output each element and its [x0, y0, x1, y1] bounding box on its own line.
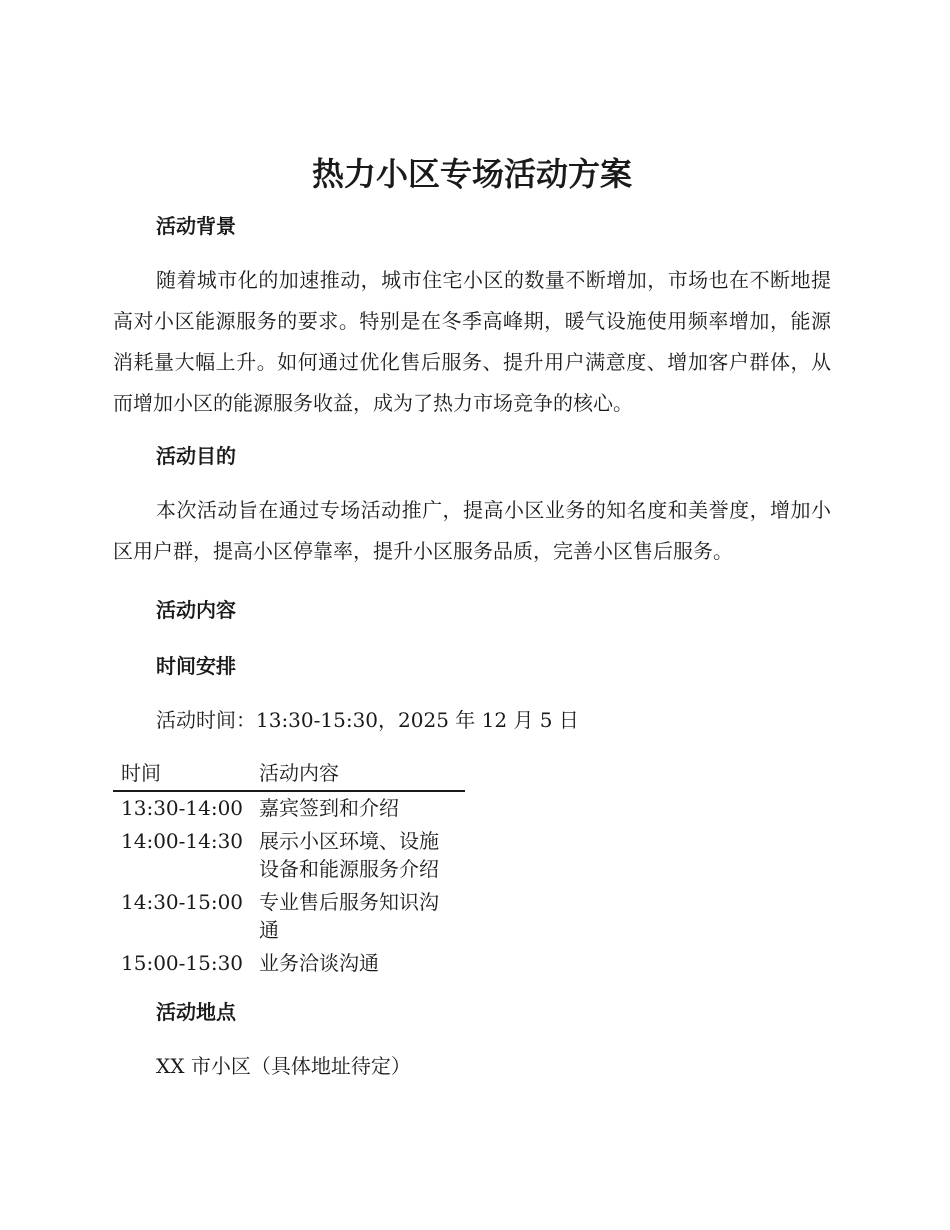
heading-background: 活动背景 — [156, 214, 236, 238]
document-title: 热力小区专场活动方案 — [311, 155, 632, 193]
schedule-cell-content: 嘉宾签到和介绍 — [259, 796, 400, 820]
schedule-header-content: 活动内容 — [251, 758, 465, 791]
schedule-cell-content: 专业售后服务知识沟通 — [259, 890, 440, 942]
paragraph-background: 随着城市化的加速推动，城市住宅小区的数量不断增加，市场也在不断地提高对小区能源服务的要求。特别是在冬季高峰期，暖气设施使用频率增加，能源消耗量大幅上升。如何通过优化售后服务、提升用户满意度、增加客户群体，从而增加小区的能源服务收益，成为了热力市场竞争的核心。 — [113, 268, 831, 415]
schedule-table — [113, 758, 465, 980]
schedule-cell-time: 15:00-15:30 — [121, 951, 244, 975]
paragraph-purpose: 本次活动旨在通过专场活动推广，提高小区业务的知名度和美誉度，增加小区用户群，提高小区停靠率，提升小区服务品质，完善小区售后服务。 — [113, 498, 831, 563]
schedule-cell-time: 14:00-14:30 — [121, 829, 244, 853]
table-row — [113, 825, 465, 886]
table-row — [113, 886, 465, 947]
schedule-cell-time: 14:30-15:00 — [121, 890, 244, 914]
schedule-cell-content: 展示小区环境、设施设备和能源服务介绍 — [259, 829, 440, 881]
location-text: XX 市小区（具体地址待定） — [156, 1054, 411, 1078]
heading-purpose: 活动目的 — [156, 444, 236, 468]
schedule-header-row — [113, 758, 465, 791]
heading-content: 活动内容 — [156, 598, 236, 622]
table-row — [113, 791, 465, 825]
heading-schedule: 时间安排 — [156, 654, 236, 678]
schedule-header-time: 时间 — [113, 758, 251, 791]
document-page — [113, 148, 831, 1080]
event-time-line: 活动时间：13:30-15:30，2025 年 12 月 5 日 — [156, 708, 579, 732]
schedule-cell-content: 业务洽谈沟通 — [259, 951, 380, 975]
schedule-cell-time: 13:30-14:00 — [121, 796, 244, 820]
heading-location: 活动地点 — [156, 1000, 236, 1024]
table-row — [113, 947, 465, 980]
